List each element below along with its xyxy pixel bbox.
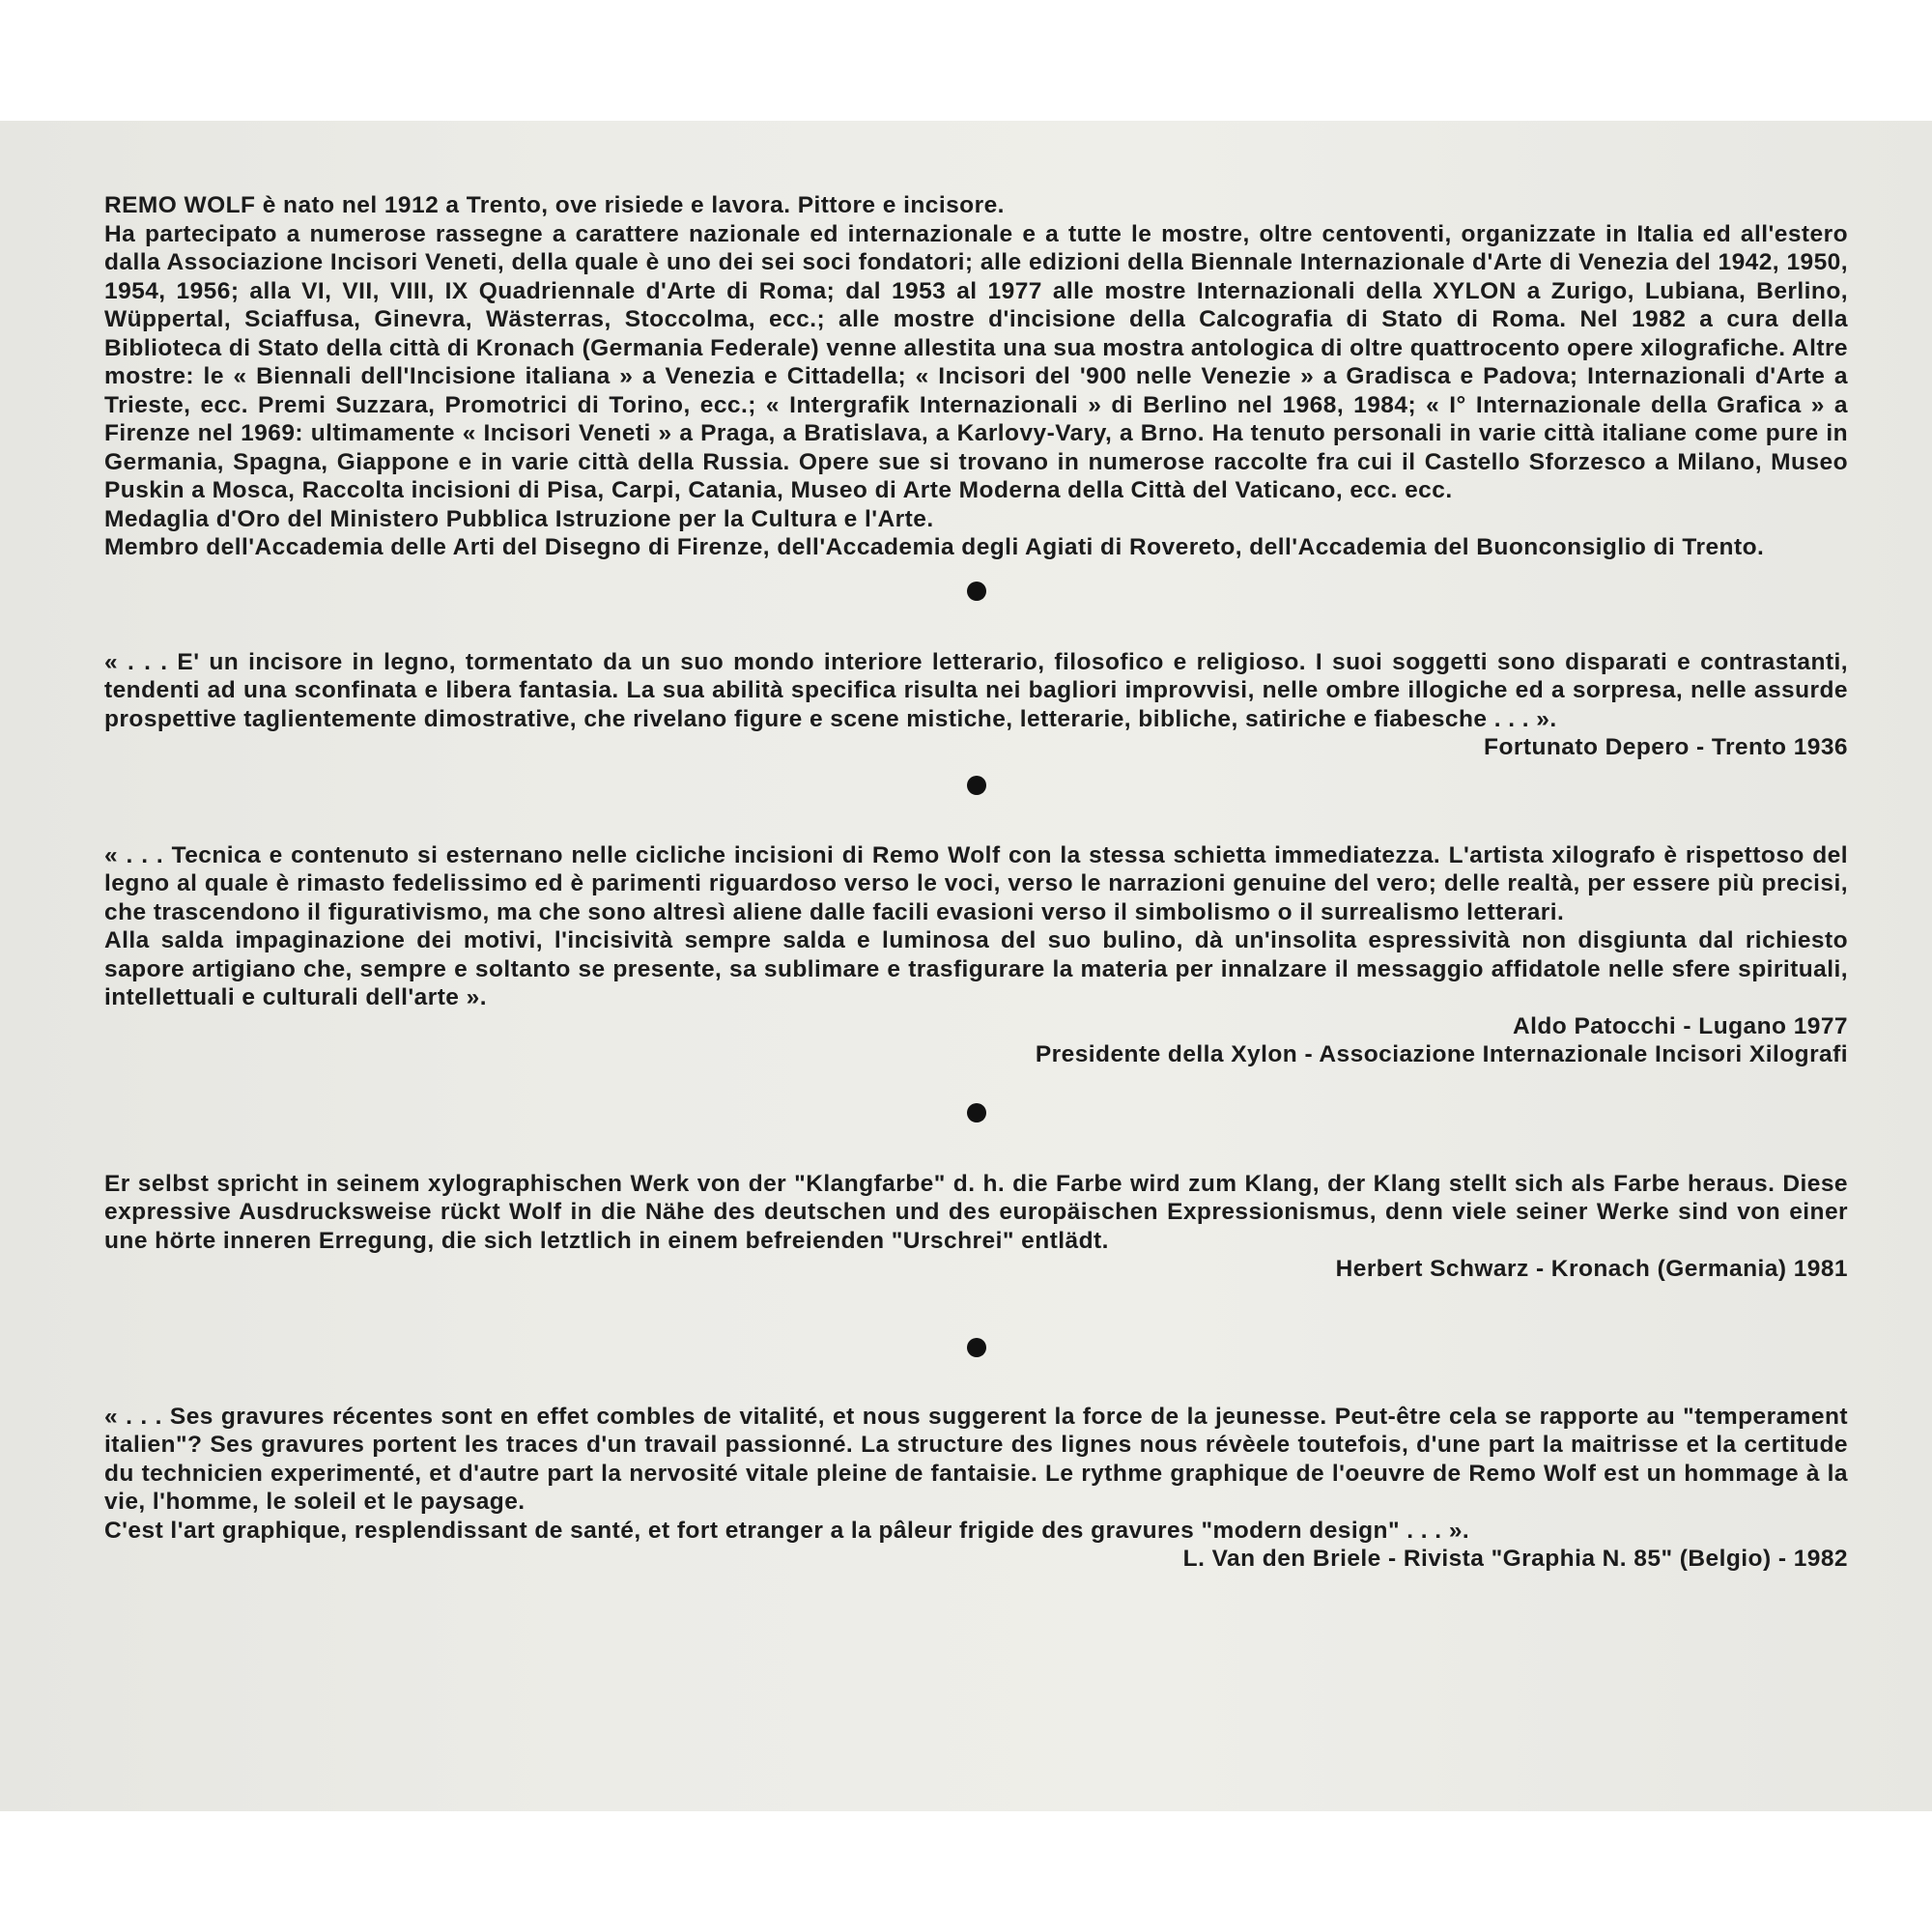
quote-patocchi	[104, 841, 1848, 1069]
separator-bullet-icon	[967, 1338, 986, 1357]
bio-exhibitions: Ha partecipato a numerose rassegne a carattere nazionale ed internazionale e a tutte le mostre, oltre centoventi, organizzate in Italia ed all'estero dalla Associazione Incisori Veneti, della quale è uno dei sei soci fondatori; alle edizioni della Biennale Internazionale d'Arte di Venezia del 1942, 1950, 1954, 1956; alla VI, VII, VIII, IX Quadriennale d'Arte di Roma; dal 1953 al 1977 alle mostre Internazionali della XYLON a Zurigo, Lubiana, Berlino, Wüppertal, Sciaffusa, Ginevra, Wästerras, Stoccolma, ecc.; alle mostre d'incisione della Calcografia di Stato di Roma. Nel 1982 a cura della Biblioteca di Stato della città di Kronach (Germania Federale) venne allestita una sua mostra antologica di oltre quattrocento opere xilografiche. Altre mostre: le « Biennali dell'Incisione italiana » a Venezia e Cittadella; « Incisori del '900 nelle Venezie » a Gradisca e Padova; Internazionali d'Arte a Trieste, ecc. Premi Suzzara, Promotrici di Torino, ecc.; « Intergrafik Internazionali » di Berlino nel 1968, 1984; « I° Internazionale della Grafica » a Firenze nel 1969: ultimamente « Incisori Veneti » a Praga, a Bratislava, a Karlovy-Vary, a Brno. Ha tenuto personali in varie città italiane come pure in Germania, Spagna, Giappone e in varie città della Russia. Opere sue si trovano in numerose raccolte fra cui il Castello Sforzesco a Milano, Museo Puskin a Mosca, Raccolta incisioni di Pisa, Carpi, Catania, Museo di Arte Moderna della Città del Vaticano, ecc. ecc.	[104, 220, 1848, 503]
bio-intro: REMO WOLF è nato nel 1912 a Trento, ove risiede e lavora. Pittore e incisore.	[104, 192, 1005, 218]
biography-section	[104, 191, 1848, 562]
quote-signature: Fortunato Depero - Trento 1936	[1484, 734, 1848, 760]
bio-memberships: Membro dell'Accademia delle Arti del Disegno di Firenze, dell'Accademia degli Agiati di Rovereto, dell'Accademia del Buonconsiglio di Trento.	[104, 534, 1765, 560]
quote-briele	[104, 1403, 1848, 1574]
printed-card	[0, 121, 1932, 1811]
separator-bullet-icon	[967, 776, 986, 795]
quote-text: Er selbst spricht in seinem xylographischen Werk von der "Klangfarbe" d. h. die Farbe wird zum Klang, der Klang stellt sich als Farbe heraus. Diese expressive Ausdrucksweise rückt Wolf in die Nähe des deutschen und des europäischen Expressionismus, denn viele seiner Werke sind von einer une hörte inneren Erregung, die sich letztlich in einem befreienden "Urschrei" entlädt.	[104, 1170, 1848, 1254]
quote-text: C'est l'art graphique, resplendissant de santé, et fort etranger a la pâleur frigide des gravures "modern design" . . . ».	[104, 1517, 1470, 1544]
card-text	[104, 191, 1848, 1574]
quote-signature: L. Van den Briele - Rivista "Graphia N. 85" (Belgio) - 1982	[1182, 1546, 1848, 1572]
separator-bullet-icon	[967, 582, 986, 601]
quote-text: « . . . Ses gravures récentes sont en effet combles de vitalité, et nous suggerent la force de la jeunesse. Peut-être cela se rapporte au "temperament italien"? Ses gravures portent les traces d'un travail passionné. La structure des lignes nous révèele toutefois, d'une part la maitrisse et la certitude du technicien experimenté, et d'autre part la nervosité vitale pleine de fantaisie. Le rythme graphique de l'oeuvre de Remo Wolf est un hommage à la vie, l'homme, le soleil et le paysage.	[104, 1403, 1848, 1515]
quote-text: « . . . Tecnica e contenuto si esternano nelle cicliche incisioni di Remo Wolf con la stessa schietta immediatezza. L'artista xilografo è rispettoso del legno al quale è rimasto fedelissimo ed è parimenti riguardoso verso le voci, verso le narrazioni genuine del vero; delle realtà, per essere più precisi, che trascendono il figurativismo, ma che sono altresì aliene dalle facili evasioni verso il simbolismo o il surrealismo letterari.	[104, 841, 1848, 925]
quote-depero	[104, 648, 1848, 762]
quote-signature: Herbert Schwarz - Kronach (Germania) 1981	[1335, 1256, 1848, 1282]
separator-bullet-icon	[967, 1103, 986, 1122]
quote-signature-role: Presidente della Xylon - Associazione Internazionale Incisori Xilografi	[1035, 1041, 1848, 1067]
quote-schwarz	[104, 1170, 1848, 1284]
quote-signature: Aldo Patocchi - Lugano 1977	[1512, 1012, 1848, 1039]
quote-text: Alla salda impaginazione dei motivi, l'incisività sempre salda e luminosa del suo bulino, dà un'insolita espressività non disgiunta dal richiesto sapore artigiano che, sempre e soltanto se presente, sa sublimare e trasfigurare la materia per innalzare il messaggio affidatole nelle sfere spirituali, intellettuali e culturali dell'arte ».	[104, 927, 1848, 1010]
quote-text: « . . . E' un incisore in legno, tormentato da un suo mondo interiore letterario, filosofico e religioso. I suoi soggetti sono disparati e contrastanti, tendenti ad una sconfinata e libera fantasia. La sua abilità specifica risulta nei bagliori improvvisi, nelle ombre illogiche ed a sorpresa, nelle assurde prospettive taglientemente dimostrative, che rivelano figure e scene mistiche, letterarie, bibliche, satiriche e fiabesche . . . ».	[104, 648, 1848, 732]
bio-award: Medaglia d'Oro del Ministero Pubblica Istruzione per la Cultura e l'Arte.	[104, 505, 934, 532]
